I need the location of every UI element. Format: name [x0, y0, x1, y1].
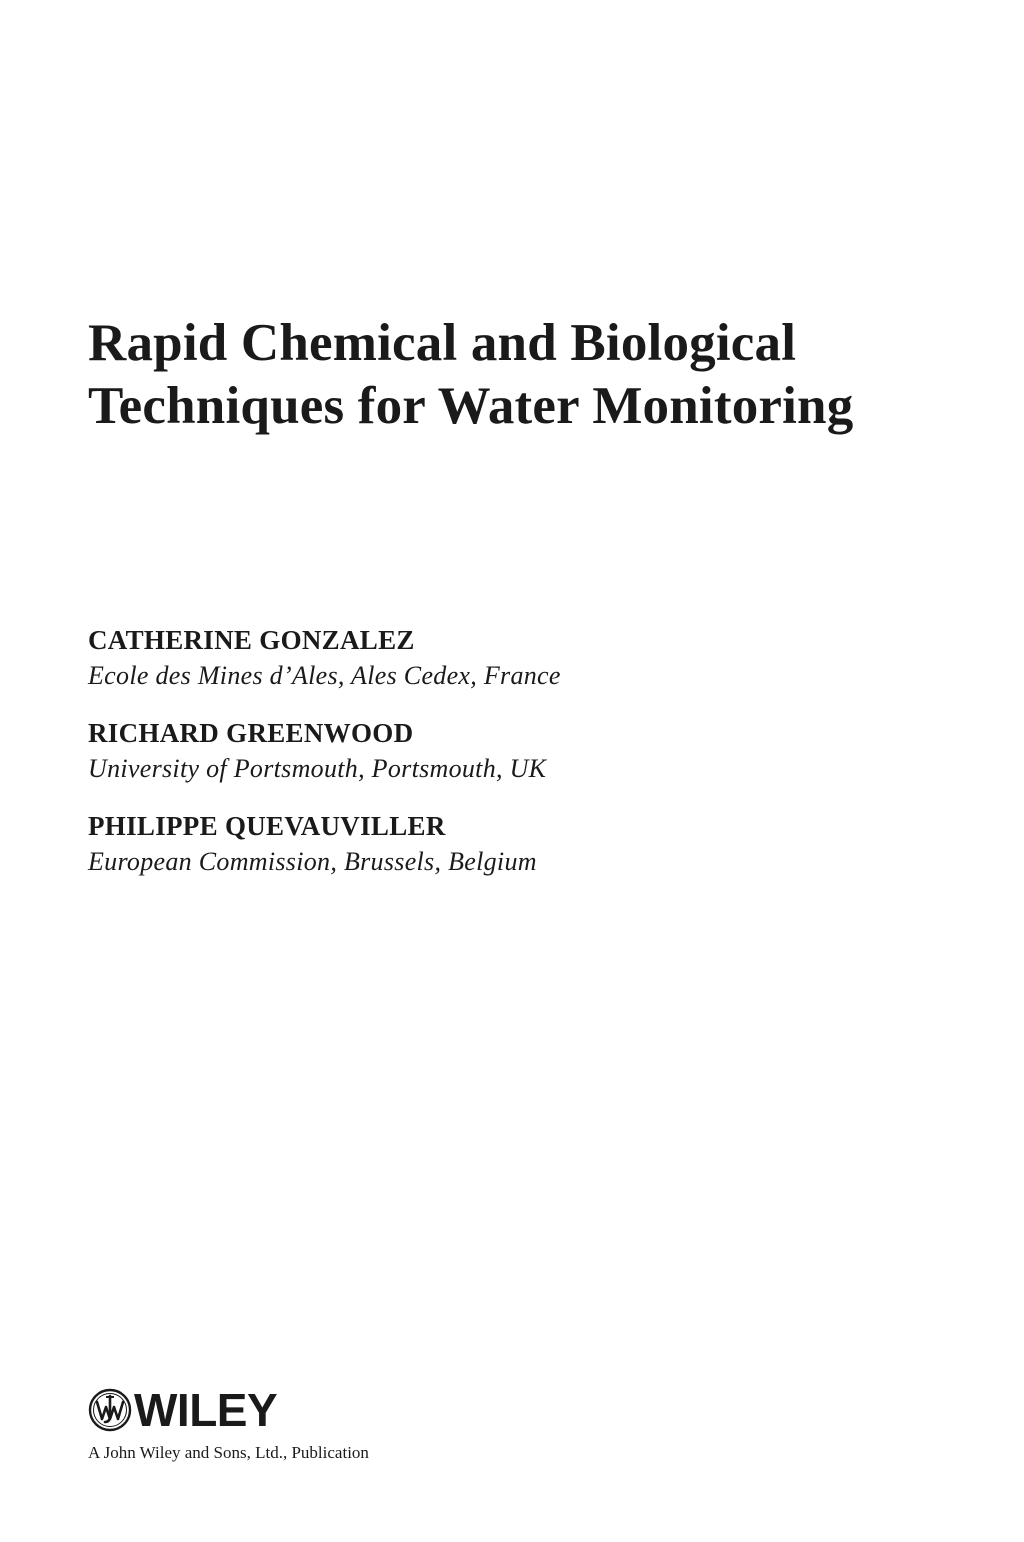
- book-title-line-2: Techniques for Water Monitoring: [88, 377, 854, 435]
- author-entry: [88, 622, 948, 693]
- author-entry: [88, 808, 948, 879]
- publisher-logo: [88, 1384, 369, 1436]
- author-name: CATHERINE GONZALEZ: [88, 625, 415, 655]
- author-name: RICHARD GREENWOOD: [88, 718, 414, 748]
- author-affiliation: Ecole des Mines d’Ales, Ales Cedex, France: [88, 661, 561, 690]
- book-title-line-1: Rapid Chemical and Biological: [88, 314, 797, 372]
- author-affiliation: University of Portsmouth, Portsmouth, UK: [88, 754, 547, 783]
- author-list: [88, 622, 948, 901]
- publisher-block: [88, 1384, 369, 1464]
- author-name: PHILIPPE QUEVAUVILLER: [88, 811, 446, 841]
- wiley-emblem-icon: [88, 1388, 132, 1432]
- author-affiliation: European Commission, Brussels, Belgium: [88, 847, 537, 876]
- publisher-imprint: A John Wiley and Sons, Ltd., Publication: [88, 1443, 369, 1462]
- publisher-logo-text: WILEY: [134, 1384, 278, 1436]
- book-title: [88, 312, 853, 438]
- author-entry: [88, 715, 948, 786]
